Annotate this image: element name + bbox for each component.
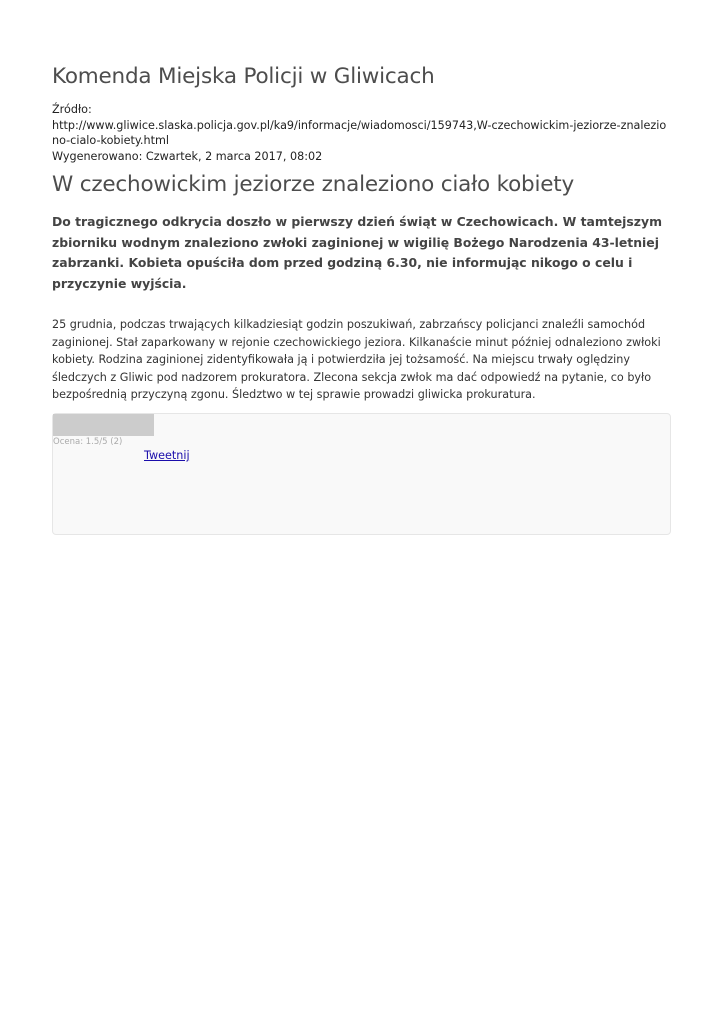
article-lead: Do tragicznego odkrycia doszło w pierwszy dzień świąt w Czechowicach. W tamtejszym zbiorniku wodnym znaleziono zwłoki zaginionej w wigilię Bożego Narodzenia 43-letniej zabrzanki. Kobieta opuściła dom przed godziną 6.30, nie informując nikogo o celu i przyczynie wyjścia. — [52, 214, 662, 291]
tweet-link[interactable]: Tweetnij — [144, 449, 190, 462]
generated-line — [52, 149, 672, 165]
document-meta — [52, 102, 672, 164]
generated-label: Wygenerowano: — [52, 149, 143, 163]
generated-date: Czwartek, 2 marca 2017, 08:02 — [145, 149, 323, 163]
article-body: 25 grudnia, podczas trwających kilkadziesiąt godzin poszukiwań, zabrzańscy policjanci znaleźli samochód zaginionej. Stał zaparkowany w rejonie czechowickiego jeziora. Kilkanaście minut później odnaleziono zwłoki kobiety. Rodzina zaginionej zidentyfikowała ją i potwierdziła jej tożsamość. Na miejscu trwały oględziny śledczych z Gliwic pod nadzorem prokuratora. Zlecona sekcja zwłok ma dać odpowiedź na pytanie, co było bezpośrednią przyczyną zgonu. Śledztwo w tej sprawie prowadzi gliwicka prokuratura. — [52, 318, 661, 402]
document-page — [52, 62, 672, 404]
source-label: Źródło: — [52, 103, 92, 116]
rating-bar[interactable] — [53, 414, 154, 436]
rating-text: Ocena: 1.5/5 (2) — [53, 437, 123, 447]
rating-panel — [52, 413, 671, 535]
source-url: http://www.gliwice.slaska.policja.gov.pl/ka9/informacje/wiadomosci/159743,W-czechowickim-jeziorze-znaleziono-cialo-kobiety.html — [52, 118, 667, 147]
site-title: Komenda Miejska Policji w Gliwicach — [52, 64, 435, 89]
article-title: W czechowickim jeziorze znaleziono ciało kobiety — [52, 172, 575, 197]
